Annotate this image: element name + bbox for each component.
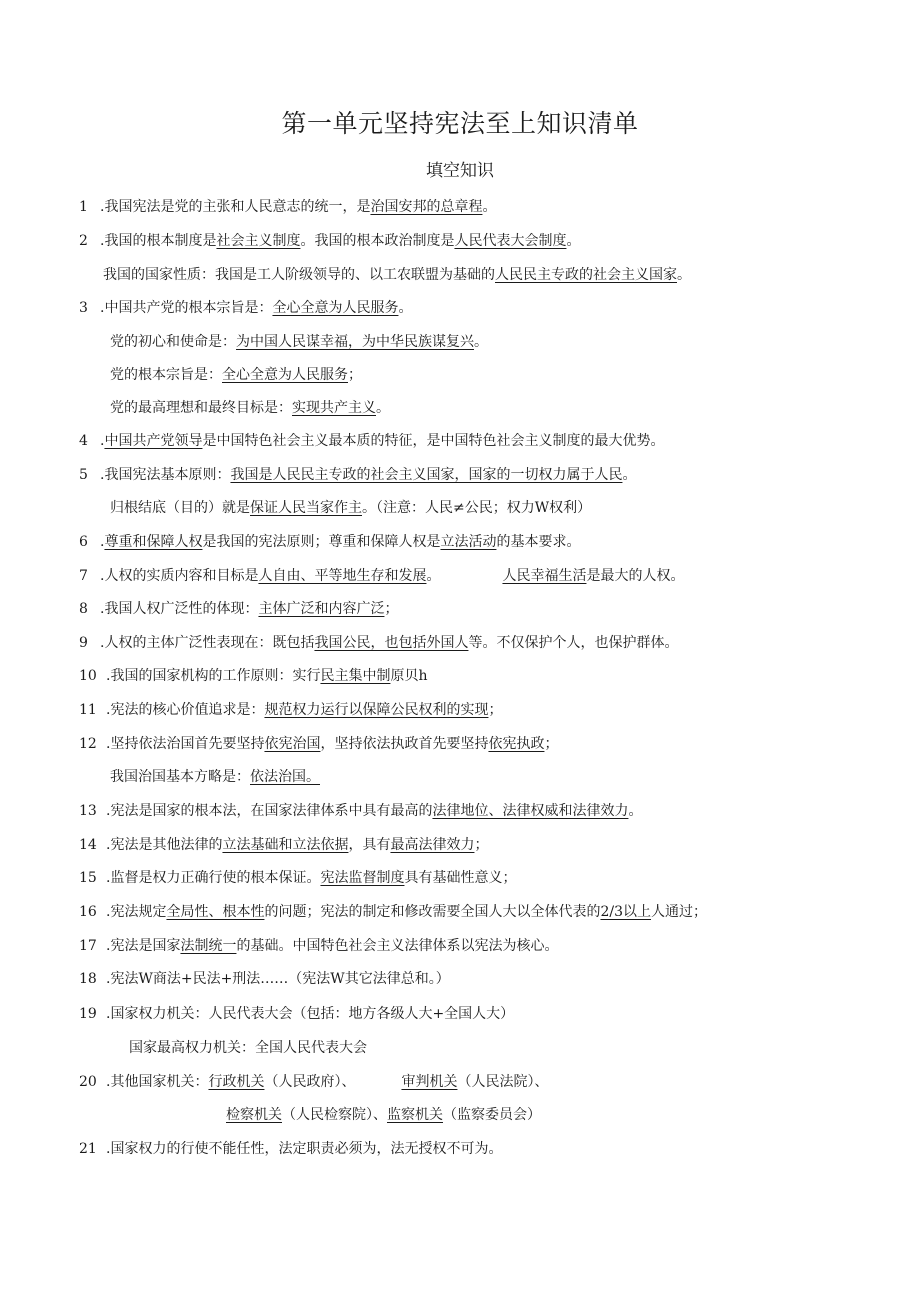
item-number: 6 <box>79 534 88 550</box>
item-number: 4 <box>79 433 88 449</box>
item-number: 20 <box>79 1074 97 1090</box>
item-number: 17 <box>79 938 97 954</box>
item-text: .我国的国家机构的工作原则：实行民主集中制原贝h <box>106 668 428 684</box>
item-number: 16 <box>79 904 97 920</box>
item-number: 7 <box>79 568 88 584</box>
answer-blank: 全心全意为人民服务 <box>272 300 399 316</box>
item-text: .宪法是国家法制统一的基础。中国特色社会主义法律体系以宪法为核心。 <box>106 938 559 954</box>
item-text: .中国共产党领导是中国特色社会主义最本质的特征，是中国特色社会主义制度的最大优势。 <box>100 433 665 449</box>
answer-blank: 宪法监督制度 <box>320 870 405 886</box>
item-text: .我国的根本制度是社会主义制度。我国的根本政治制度是人民代表大会制度。 <box>100 233 581 249</box>
answer-blank: 中国共产党领导 <box>104 433 203 449</box>
answer-blank: 依宪执政 <box>488 736 545 752</box>
answer-blank: 法律地位、法律权威和法律效力 <box>432 803 629 819</box>
answer-blank: 保证人民当家作主 <box>250 500 362 516</box>
item-text: 国家最高权力机关：全国人民代表大会 <box>129 1040 367 1056</box>
item-text: .宪法是国家的根本法，在国家法律体系中具有最高的法律地位、法律权威和法律效力。 <box>106 803 643 819</box>
item-text: .宪法规定全局性、根本性的问题；宪法的制定和修改需要全国人大以全体代表的2/3以上人通过； <box>106 904 707 920</box>
item-number: 8 <box>79 601 88 617</box>
answer-blank: 全局性、根本性 <box>166 904 265 920</box>
item-text: .中国共产党的根本宗旨是：全心全意为人民服务。 <box>100 300 413 316</box>
item-text: 我国的国家性质：我国是工人阶级领导的、以工农联盟为基础的人民民主专政的社会主义国家。 <box>103 267 691 283</box>
answer-blank: 立法基础和立法依据 <box>222 837 349 853</box>
answer-blank: 最高法律效力 <box>390 837 475 853</box>
item-number: 15 <box>79 870 97 886</box>
answer-blank: 我国是人民民主专政的社会主义国家，国家的一切权力属于人民 <box>230 467 623 483</box>
item-text: 检察机关（人民检察院）、监察机关（监察委员会） <box>226 1107 541 1123</box>
item-text: .尊重和保障人权是我国的宪法原则；尊重和保障人权是立法活动的基本要求。 <box>100 534 581 550</box>
answer-blank: 人自由、平等地生存和发展 <box>258 568 427 584</box>
item-text: 党的最高理想和最终目标是：实现共产主义。 <box>110 400 390 416</box>
item-number: 13 <box>79 803 97 819</box>
page-title: 第一单元坚持宪法至上知识清单 <box>281 109 639 138</box>
answer-blank: 我国公民，也包括外国人 <box>314 635 469 651</box>
item-number: 12 <box>79 736 97 752</box>
answer-blank: 人民幸福生活 <box>502 568 587 584</box>
answer-blank: 审判机关 <box>401 1074 458 1090</box>
item-number: 10 <box>79 668 97 684</box>
answer-blank: 行政机关 <box>208 1074 265 1090</box>
answer-blank: 立法活动 <box>440 534 497 550</box>
item-number: 14 <box>79 837 97 853</box>
item-text: 我国治国基本方略是：依法治国。 <box>110 769 320 785</box>
item-text: .我国宪法是党的主张和人民意志的统一，是治国安邦的总章程。 <box>100 199 497 215</box>
item-text: .我国宪法基本原则：我国是人民民主专政的社会主义国家，国家的一切权力属于人民。 <box>100 467 637 483</box>
item-text: 归根结底（目的）就是保证人民当家作主。（注意：人民≠公民；权力W权利） <box>110 500 592 516</box>
item-number: 1 <box>79 199 88 215</box>
item-text: .国家权力的行使不能任性，法定职责必须为，法无授权不可为。 <box>106 1141 503 1157</box>
answer-blank: 治国安邦的总章程 <box>370 199 483 215</box>
item-text: 党的根本宗旨是：全心全意为人民服务； <box>110 367 362 383</box>
item-number: 11 <box>79 702 97 718</box>
answer-blank: 2/3以上 <box>600 904 651 920</box>
answer-blank: 法制统一 <box>180 938 237 954</box>
item-text: .宪法W商法+民法+刑法……（宪法W其它法律总和。） <box>106 971 450 987</box>
answer-blank: 主体广泛和内容广泛 <box>258 601 385 617</box>
item-text: .宪法是其他法律的立法基础和立法依据，具有最高法律效力； <box>106 837 489 853</box>
item-number: 3 <box>79 300 88 316</box>
item-number: 5 <box>79 467 88 483</box>
item-number: 21 <box>79 1141 97 1157</box>
item-text: .监督是权力正确行使的根本保证。宪法监督制度具有基础性意义； <box>106 870 517 886</box>
section-subtitle: 填空知识 <box>426 161 494 181</box>
item-text: .人权的主体广泛性表现在：既包括我国公民，也包括外国人等。不仅保护个人，也保护群体。 <box>100 635 679 651</box>
item-text: .坚持依法治国首先要坚持依宪治国，坚持依法执政首先要坚持依宪执政； <box>106 736 559 752</box>
answer-blank: 依法治国。 <box>250 769 320 785</box>
answer-blank: 检察机关 <box>226 1107 282 1123</box>
answer-blank: 为中国人民谋幸福，为中华民族谋复兴 <box>236 334 474 350</box>
answer-blank: 规范权力运行以保障公民权利的实现 <box>264 702 489 718</box>
item-number: 19 <box>79 1006 97 1022</box>
answer-blank: 监察机关 <box>387 1107 443 1123</box>
item-text: .宪法的核心价值追求是：规范权力运行以保障公民权利的实现； <box>106 702 503 718</box>
item-text: .其他国家机关：行政机关（人民政府）、 审判机关（人民法院）、 <box>106 1074 549 1090</box>
answer-blank: 民主集中制 <box>320 668 391 684</box>
item-number: 18 <box>79 971 97 987</box>
item-text: .人权的实质内容和目标是人自由、平等地生存和发展。 人民幸福生活是最大的人权。 <box>100 568 685 584</box>
answer-blank: 实现共产主义 <box>292 400 376 416</box>
item-number: 2 <box>79 233 88 249</box>
item-number: 9 <box>79 635 88 651</box>
answer-blank: 尊重和保障人权 <box>104 534 203 550</box>
item-text: 党的初心和使命是：为中国人民谋幸福，为中华民族谋复兴。 <box>110 334 488 350</box>
answer-blank: 社会主义制度 <box>216 233 301 249</box>
item-text: .我国人权广泛性的体现：主体广泛和内容广泛； <box>100 601 399 617</box>
item-text: .国家权力机关：人民代表大会（包括：地方各级人大+全国人大） <box>106 1006 515 1022</box>
answer-blank: 全心全意为人民服务 <box>222 367 348 383</box>
answer-blank: 依宪治国 <box>264 736 321 752</box>
answer-blank: 人民民主专政的社会主义国家 <box>495 267 677 283</box>
answer-blank: 人民代表大会制度 <box>454 233 567 249</box>
